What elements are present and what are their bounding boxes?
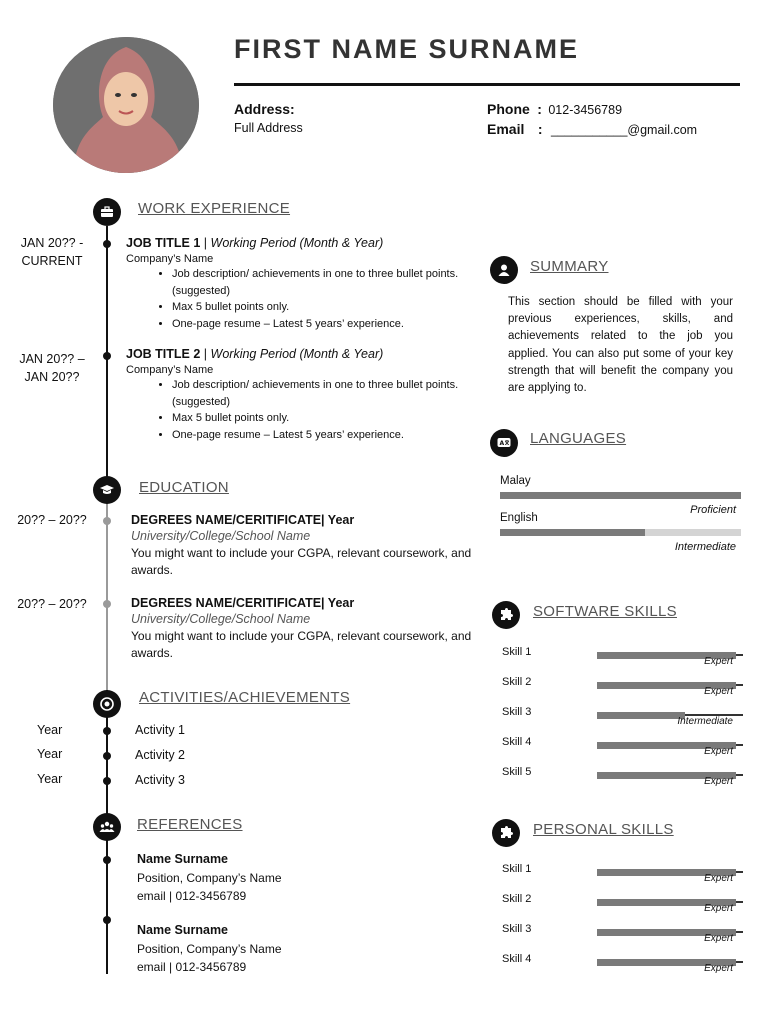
education-2-degree: DEGREES NAME/CERITIFICATE| Year [131, 596, 355, 610]
activity-2-year: Year [37, 747, 63, 761]
user-icon [496, 262, 512, 278]
education-1-school: University/College/School Name [131, 529, 311, 543]
award-icon [99, 696, 115, 712]
job-2-company: Company’s Name [126, 364, 214, 376]
job-1-period: Working Period (Month & Year) [210, 236, 384, 250]
timeline-dot [103, 600, 111, 608]
work-section-icon-circle [93, 198, 121, 226]
email-value: ___________@gmail.com [550, 123, 698, 137]
references-section-title: REFERENCES [137, 816, 243, 833]
summary-text: This section should be filled with your previous experiences, skills, and achievements related to the job you applied. You can also put some of your key strength that will benefit the company you are applying to. [508, 296, 733, 395]
summary-section-title: SUMMARY [530, 258, 609, 275]
skill-name: Skill 3 [502, 706, 532, 718]
group-icon [99, 819, 115, 835]
timeline-dot [103, 352, 111, 360]
language-icon [496, 435, 512, 451]
address-value: Full Address [234, 121, 303, 135]
phone-row [487, 101, 622, 119]
profile-photo [53, 37, 199, 173]
language-name: Malay [500, 475, 531, 487]
skill-bar-fill [597, 712, 685, 719]
software-section-title: SOFTWARE SKILLS [533, 603, 677, 620]
activity-1-year: Year [37, 723, 63, 737]
phone-label: Phone [487, 101, 530, 117]
skill-name: Skill 1 [502, 863, 532, 875]
puzzle-icon [498, 825, 514, 841]
skill-level: Expert [704, 686, 733, 697]
activities-section-icon-circle [93, 690, 121, 718]
timeline-dot [103, 752, 111, 760]
job-1-bullet: • Job description/ achievements in one to three bullet points. (suggested) [172, 266, 462, 299]
timeline-dot [103, 517, 111, 525]
skill-name: Skill 2 [502, 893, 532, 905]
reference-2-position: Position, Company’s Name [137, 942, 282, 956]
job-2-date-end: JAN 20?? [24, 370, 80, 384]
activity-3-year: Year [37, 772, 63, 786]
education-1-description: You might want to include your CGPA, relevant coursework, and awards. [131, 546, 472, 577]
email-separator: : [537, 121, 543, 137]
skill-level: Expert [704, 903, 733, 914]
education-2-school: University/College/School Name [131, 612, 311, 626]
svg-text:A: A [499, 440, 505, 447]
skill-name: Skill 5 [502, 766, 532, 778]
job-1-title: JOB TITLE 1 [126, 236, 201, 250]
languages-section-title: LANGUAGES [530, 430, 627, 447]
skill-level: Expert [704, 776, 733, 787]
job-1-date [12, 234, 92, 270]
job-1-bullet: • One-page resume – Latest 5 years’ experience. [172, 316, 462, 333]
header-rule [234, 83, 740, 86]
timeline-dot [103, 777, 111, 785]
activities-section-title: ACTIVITIES/ACHIEVEMENTS [139, 689, 351, 706]
skill-level: Expert [704, 656, 733, 667]
job-1-heading [126, 236, 383, 250]
activity-1-name: Activity 1 [135, 723, 186, 737]
references-section-icon-circle [93, 813, 121, 841]
language-level: Intermediate [674, 541, 736, 553]
job-2-separator: | [200, 347, 211, 361]
reference-2-name: Name Surname [137, 923, 229, 937]
job-2-date [12, 350, 92, 386]
address-label: Address: [234, 101, 295, 117]
education-1-date: 20?? – 20?? [17, 513, 87, 527]
job-1-date-start: JAN 20?? - [20, 236, 84, 250]
summary-section-icon-circle [490, 256, 518, 284]
reference-1-contact: email | 012-3456789 [137, 889, 247, 903]
timeline-dot [103, 727, 111, 735]
skill-level: Intermediate [677, 716, 733, 727]
personal-section-icon-circle [492, 819, 520, 847]
education-1-degree: DEGREES NAME/CERITIFICATE| Year [131, 513, 355, 527]
reference-2-contact: email | 012-3456789 [137, 960, 247, 974]
puzzle-icon [498, 607, 514, 623]
skill-name: Skill 3 [502, 923, 532, 935]
timeline-dot [103, 856, 111, 864]
phone-separator: : [537, 101, 542, 117]
languages-section-icon-circle [490, 429, 518, 457]
candidate-name: FIRST NAME SURNAME [234, 34, 579, 64]
reference-1-name: Name Surname [137, 852, 229, 866]
work-section-title: WORK EXPERIENCE [138, 200, 291, 217]
skill-level: Expert [704, 933, 733, 944]
job-2-date-start: JAN 20?? – [19, 352, 85, 366]
phone-value: 012-3456789 [548, 103, 623, 117]
skill-name: Skill 2 [502, 676, 532, 688]
job-1-company: Company’s Name [126, 253, 214, 265]
skill-level: Expert [704, 873, 733, 884]
skill-name: Skill 4 [502, 953, 532, 965]
job-2-title: JOB TITLE 2 [126, 347, 201, 361]
education-section-icon-circle [93, 476, 121, 504]
job-2-bullets [172, 377, 462, 443]
skill-level: Expert [704, 746, 733, 757]
job-1-bullet: • Max 5 bullet points only. [172, 299, 462, 316]
job-2-heading [126, 347, 383, 361]
software-section-icon-circle [492, 601, 520, 629]
timeline-dot [103, 916, 111, 924]
job-2-period: Working Period (Month & Year) [210, 347, 384, 361]
email-row [487, 121, 697, 139]
language-level: Proficient [690, 504, 736, 516]
email-label: Email [487, 121, 525, 137]
briefcase-icon [99, 204, 115, 220]
activity-3-name: Activity 3 [135, 773, 186, 787]
activity-2-name: Activity 2 [135, 748, 186, 762]
job-1-separator: | [200, 236, 211, 250]
graduation-cap-icon [99, 482, 115, 498]
job-2-bullet: • Job description/ achievements in one to three bullet points. (suggested) [172, 377, 462, 410]
language-name: English [500, 512, 538, 524]
education-2-date: 20?? – 20?? [17, 597, 87, 611]
language-bar-fill [500, 529, 645, 536]
skill-name: Skill 4 [502, 736, 532, 748]
profile-photo-image [53, 37, 199, 173]
reference-1-position: Position, Company’s Name [137, 871, 282, 885]
timeline-line-grey [106, 500, 108, 690]
education-section-title: EDUCATION [139, 479, 229, 496]
job-2-bullet: • Max 5 bullet points only. [172, 410, 462, 427]
language-bar-fill [500, 492, 741, 499]
personal-section-title: PERSONAL SKILLS [533, 821, 674, 838]
education-2-description: You might want to include your CGPA, relevant coursework, and awards. [131, 629, 472, 660]
job-1-bullets [172, 266, 462, 332]
skill-name: Skill 1 [502, 646, 532, 658]
timeline-dot [103, 240, 111, 248]
job-1-date-end: CURRENT [21, 254, 83, 268]
skill-level: Expert [704, 963, 733, 974]
job-2-bullet: • One-page resume – Latest 5 years’ experience. [172, 427, 462, 444]
